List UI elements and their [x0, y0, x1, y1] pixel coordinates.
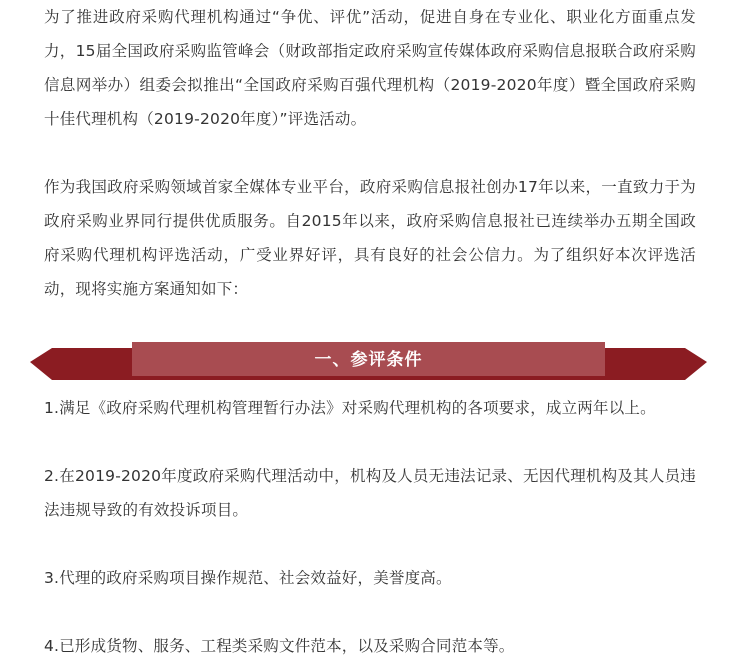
criteria-item-2: 2.在2019-2020年度政府采购代理活动中，机构及人员无违法记录、无因代理机构及其人员违法违规导致的有效投诉项目。: [44, 467, 696, 519]
criteria-item-3: 3.代理的政府采购项目操作规范、社会效益好，美誉度高。: [44, 569, 452, 587]
section-title: 一、参评条件: [314, 350, 423, 370]
intro-paragraph-1: 为了推进政府采购代理机构通过“争优、评优”活动，促进自身在专业化、职业化方面重点发力，15届全国政府采购监管峰会（财政部指定政府采购宣传媒体政府采购信息报联合政府采购信息网举办）组委会拟推出“全国政府采购百强代理机构（2019-2020年度）暨全国政府采购十佳代理机构（2019-2020年度）”评选活动。: [44, 8, 696, 128]
section-header-banner: [30, 342, 707, 380]
criteria-item-4: 4.已形成货物、服务、工程类采购文件范本，以及采购合同范本等。: [44, 637, 515, 655]
intro-paragraph-2: 作为我国政府采购领域首家全媒体专业平台，政府采购信息报社创办17年以来，一直致力于为政府采购业界同行提供优质服务。自2015年以来，政府采购信息报社已连续举办五期全国政府采购代理机构评选活动，广受业界好评，具有良好的社会公信力。为了组织好本次评选活动，现将实施方案通知如下：: [44, 178, 696, 298]
criteria-item-1: 1.满足《政府采购代理机构管理暂行办法》对采购代理机构的各项要求，成立两年以上。: [44, 399, 656, 417]
